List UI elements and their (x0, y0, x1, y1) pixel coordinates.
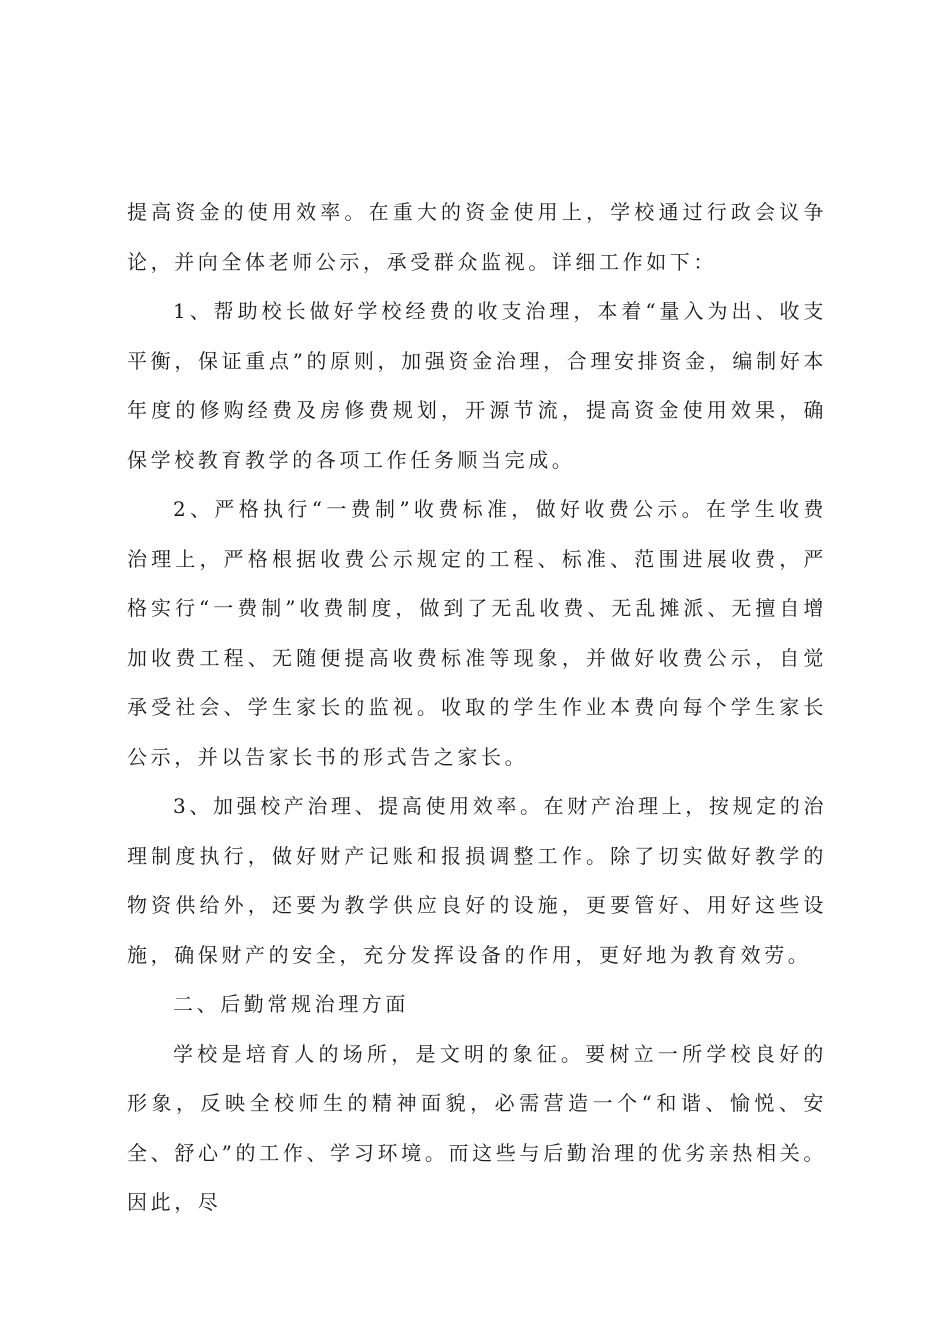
paragraph-section-intro: 学校是培育人的场所，是文明的象征。要树立一所学校良好的形象，反映全校师生的精神面貌，必需营造一个“和谐、愉悦、安全、舒心”的工作、学习环境。而这些与后勤治理的优劣亲热相关。因此，尽 (127, 1041, 827, 1214)
paragraph-item-3: 3、加强校产治理、提高使用效率。在财产治理上，按规定的治理制度执行，做好财产记账和报损调整工作。除了切实做好教学的物资供给外，还要为教学供应良好的设施，更要管好、用好这些设施，确保财产的安全，充分发挥设备的作用，更好地为教育效劳。 (127, 794, 827, 967)
paragraph-continuation: 提高资金的使用效率。在重大的资金使用上，学校通过行政会议争论，并向全体老师公示，承受群众监视。详细工作如下： (127, 200, 827, 274)
document-body (127, 188, 827, 1228)
section-heading: 二、后勤常规治理方面 (173, 992, 409, 1016)
paragraph-item-1: 1、帮助校长做好学校经费的收支治理，本着“量入为出、收支平衡，保证重点”的原则，加强资金治理，合理安排资金，编制好本年度的修购经费及房修费规划，开源节流，提高资金使用效果，确保学校教育教学的各项工作任务顺当完成。 (127, 299, 827, 472)
paragraph-item-2: 2、严格执行“一费制”收费标准，做好收费公示。在学生收费治理上，严格根据收费公示规定的工程、标准、范围进展收费，严格实行“一费制”收费制度，做到了无乱收费、无乱摊派、无擅自增加收费工程、无随便提高收费标准等现象，并做好收费公示，自觉承受社会、学生家长的监视。收取的学生作业本费向每个学生家长公示，并以告家长书的形式告之家长。 (127, 497, 827, 769)
